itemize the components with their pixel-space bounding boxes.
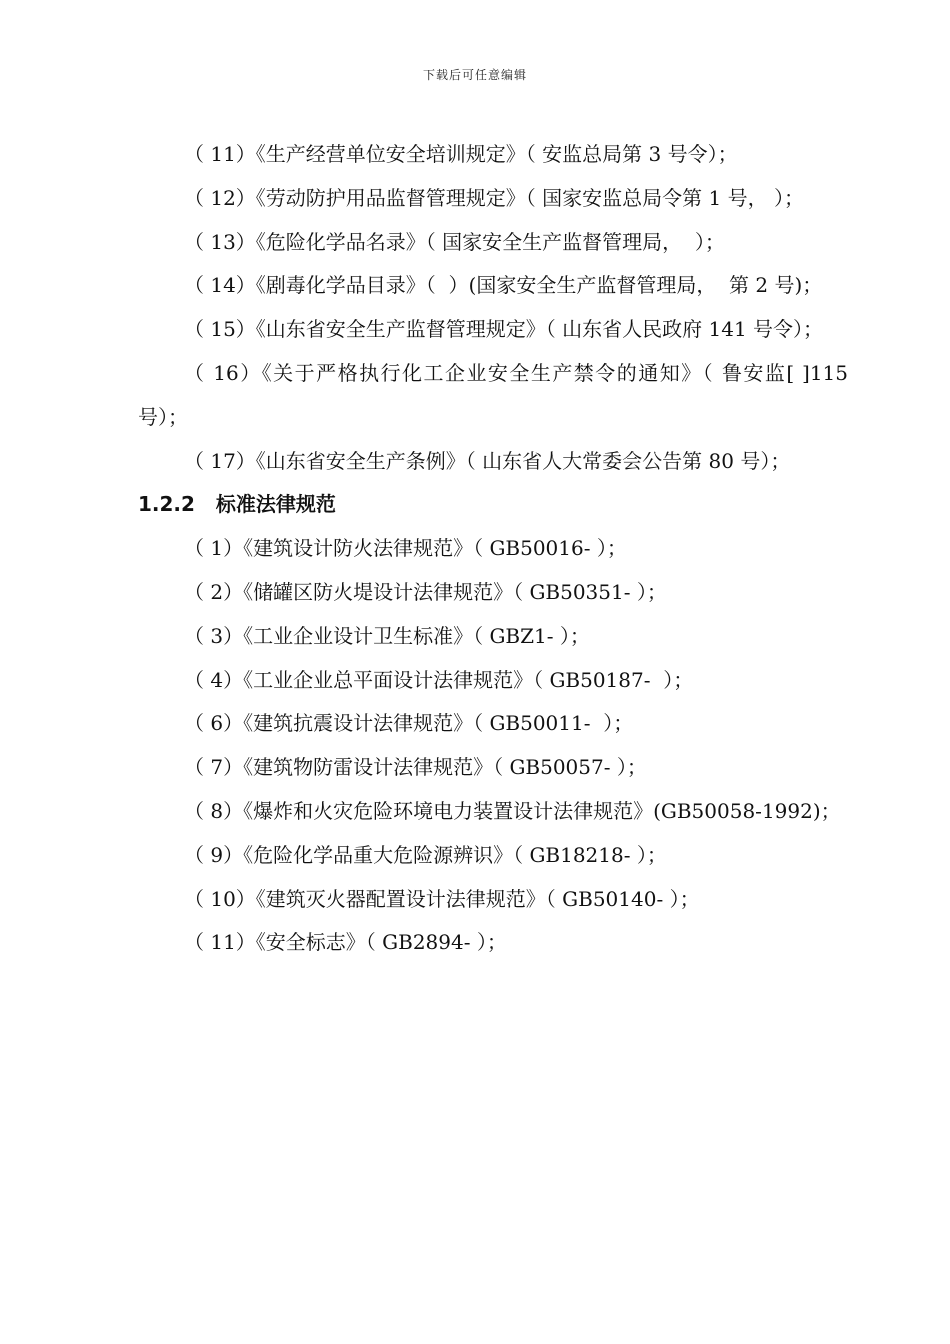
section-number: 1.2.2 [138, 492, 195, 517]
standard-item-3: （ 3）《工业企业设计卫生标准》（ GBZ1- ）； [184, 623, 590, 648]
page-header: 下载后可任意编辑 [422, 68, 527, 82]
law-item-11: （ 11）《生产经营单位安全培训规定》（ 安监总局第 3 号令）； [184, 142, 738, 166]
standard-item-10: （ 10）《建筑灭火器配置设计法律规范》（ GB50140- ）； [184, 886, 700, 911]
document-body [138, 133, 855, 965]
law-item-14: （ 14）《剧毒化学品目录》（ ）(国家安全生产监督管理局， 第 2 号)； [184, 273, 823, 298]
law-item-15: （ 15）《山东省安全生产监督管理规定》（ 山东省人民政府 141 号令）； [184, 317, 824, 342]
standard-item-9: （ 9）《危险化学品重大危险源辨识》（ GB18218- ）； [184, 842, 667, 867]
standard-item-2: （ 2）《储罐区防火堤设计法律规范》（ GB50351- ）； [184, 579, 667, 604]
section-heading [138, 483, 848, 527]
standard-item-7: （ 7）《建筑物防雷设计法律规范》（ GB50057- ）； [184, 755, 647, 780]
law-item-12: （ 12）《劳动防护用品监督管理规定》（ 国家安监总局令第 1 号， ）； [184, 185, 804, 210]
standard-item-11: （ 11）《安全标志》（ GB2894- ）； [184, 930, 507, 955]
standard-item-8: （ 8）《爆炸和火灾危险环境电力装置设计法律规范》(GB50058-1992)； [184, 798, 841, 823]
law-item-13: （ 13）《危险化学品名录》（ 国家安全生产监督管理局， ）； [184, 229, 725, 254]
law-item-16: （ 16）《关于严格执行化工企业安全生产禁令的通知》（ 鲁安监[ ]115 号）； [138, 360, 855, 429]
section-title: 标准法律规范 [215, 492, 336, 517]
law-item-17: （ 17）《山东省安全生产条例》（ 山东省人大常委会公告第 80 号）； [184, 448, 791, 473]
standard-item-4: （ 4）《工业企业总平面设计法律规范》（ GB50187- ）； [184, 667, 694, 692]
standard-item-6: （ 6）《建筑抗震设计法律规范》（ GB50011- ）； [184, 711, 634, 736]
standard-item-1: （ 1）《建筑设计防火法律规范》（ GB50016- ）； [184, 536, 627, 561]
